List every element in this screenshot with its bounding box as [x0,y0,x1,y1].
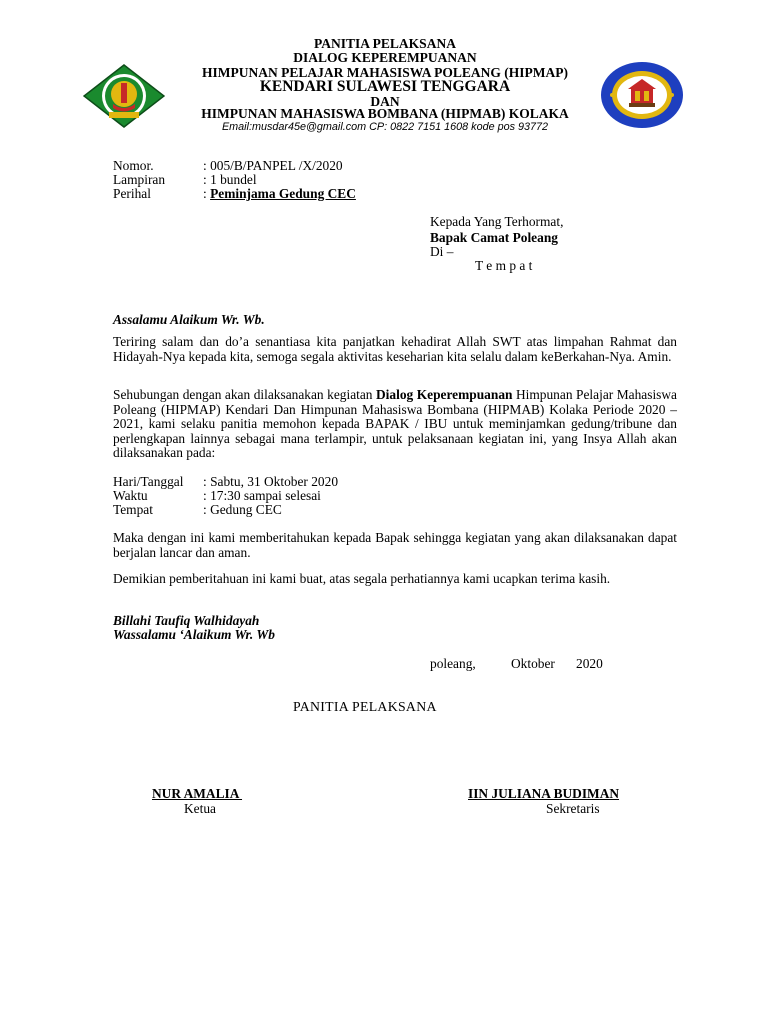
perihal-colon: : [203,186,211,201]
hipmab-logo [600,61,684,129]
paragraph-4: Demikian pemberitahuan ini kami buat, atas segala perhatiannya kami ucapkan terima kasih. [113,571,611,586]
nomor-value: : 005/B/PANPEL /X/2020 [203,158,343,173]
salam: Assalamu Alaikum Wr. Wb. [113,312,265,327]
recipient-tempat: T e m p a t [475,258,533,273]
date-place: poleang, [430,656,476,671]
lampiran-value: : 1 bundel [203,172,257,187]
header-line-6: HIMPUNAN MAHASISWA BOMBANA (HIPMAB) KOLAKA [201,106,569,121]
hari-value: : Sabtu, 31 Oktober 2020 [203,474,339,489]
closing-1: Billahi Taufiq Walhidayah [113,613,260,628]
date-month: Oktober [511,656,555,671]
committee-title: PANITIA PELAKSANA [293,699,437,714]
nomor-label: Nomor. [113,158,154,173]
recipient-greeting: Kepada Yang Terhormat, [430,214,564,229]
paragraph-2-event: Dialog Keperempuanan [376,387,513,402]
hari-label: Hari/Tanggal [113,474,184,489]
signatory-right-name: IIN JULIANA BUDIMAN [468,786,620,801]
header-line-5: DAN [370,94,400,109]
header-line-3: HIMPUNAN PELAJAR MAHASISWA POLEANG (HIPMAP) [202,65,568,80]
date-line [430,656,630,672]
header-contact: Email:musdar45e@gmail.com CP: 0822 7151 1608 kode pos 93772 [221,121,549,133]
waktu-label: Waktu [113,488,148,503]
paragraph-3: Maka dengan ini kami memberitahukan kepada Bapak sehingga kegiatan yang akan dilaksanakan dapat berjalan lancar dan aman. [113,530,677,560]
perihal-row [203,186,356,202]
paragraph-2-suffix: Himpunan Pelajar Mahasiswa Poleang (HIPMAP) Kendari Dan Himpunan Mahasiswa Bombana (HIPMAB) Kolaka Periode 2020 – 2021, kami selaku panitia memohon kepada BAPAK / IBU untuk meminjamkan gedung/tribune dan perlengkapan lainnya sebagai mana terlampir, untuk pelaksanaan kegiatan ini, yang Insya Allah akan dilaksanakan pada: [113,387,677,461]
signatory-left-role: Ketua [184,801,216,816]
closing-2: Wassalamu ‘Alaikum Wr. Wb [113,627,275,642]
header-line-1: PANITIA PELAKSANA [314,36,456,51]
letter-meta [113,158,513,208]
perihal-label: Perihal [113,186,151,201]
recipient-di: Di – [430,244,454,259]
paragraph-2-prefix: Sehubungan dengan akan dilaksanakan kegiatan [113,387,377,402]
tempat-value: : Gedung CEC [203,502,282,517]
header-line-4: KENDARI SULAWESI TENGGARA [259,78,511,95]
lampiran-label: Lampiran [113,172,166,187]
header-line-2: DIALOG KEPEREMPUANAN [293,50,477,65]
signatory-right-role: Sekretaris [546,801,600,816]
waktu-value: : 17:30 sampai selesai [203,488,321,503]
schedule [113,474,513,518]
signatory-left-name: NUR AMALIA [152,786,243,801]
perihal-value: Peminjama Gedung CEC [210,186,356,201]
recipient-name: Bapak Camat Poleang [430,230,558,245]
paragraph-1: Teriring salam dan do’a senantiasa kita panjatkan kehadirat Allah SWT atas limpahan Rahmat dan Hidayah-Nya kepada kita, semoga segala aktivitas keseharian kita selalu dalam keBerkahan-Nya. Amin. [113,334,677,364]
hipmap-logo [83,64,165,128]
tempat-label: Tempat [113,502,153,517]
date-year: 2020 [576,656,603,671]
paragraph-2 [113,388,677,461]
